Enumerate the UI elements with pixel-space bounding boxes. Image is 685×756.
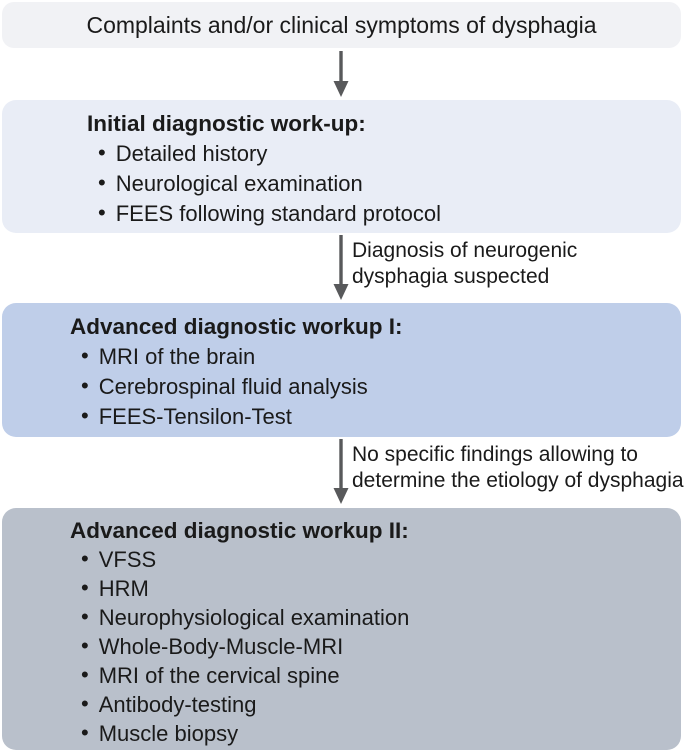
list-item: [81, 545, 665, 574]
node-advanced1-title: Advanced diagnostic workup I:: [70, 314, 403, 339]
list-item: [98, 139, 665, 169]
node-advanced-workup-2: [2, 508, 681, 750]
arrow-label-line: Diagnosis of neurogenic: [352, 239, 578, 262]
node-initial-workup: [2, 100, 681, 233]
list-item-label: Antibody-testing: [98, 692, 257, 717]
list-item-label: MRI of the cervical spine: [98, 663, 340, 688]
bullet-icon: •: [81, 403, 89, 428]
list-item: [98, 199, 665, 229]
node-complaints-label: Complaints and/or clinical symptoms of dysphagia: [86, 11, 597, 38]
arrow-label-line: No specific findings allowing to: [352, 443, 638, 466]
bullet-icon: •: [81, 604, 89, 629]
node-initial-title: Initial diagnostic work-up:: [87, 111, 366, 136]
list-item: [81, 690, 665, 719]
list-item-label: Whole-Body-Muscle-MRI: [98, 634, 344, 659]
list-item-label: FEES following standard protocol: [115, 201, 441, 226]
list-item-label: Neurological examination: [115, 171, 363, 196]
arrow-label-line: determine the etiology of dysphagia: [352, 469, 684, 492]
bullet-icon: •: [81, 575, 89, 600]
list-item: [81, 661, 665, 690]
advanced2-item-list: [70, 545, 665, 748]
arrow-label-neurogenic-suspected: [352, 238, 577, 290]
list-item-label: Muscle biopsy: [98, 721, 239, 746]
down-arrow-icon: [331, 235, 351, 300]
list-item-label: Neurophysiological examination: [98, 605, 410, 630]
list-item: [81, 372, 665, 402]
node-advanced-workup-1: [2, 303, 681, 437]
list-item-label: Detailed history: [115, 141, 268, 166]
bullet-icon: •: [81, 662, 89, 687]
list-item: [98, 169, 665, 199]
list-item: [81, 632, 665, 661]
bullet-icon: •: [98, 200, 106, 225]
node-complaints: [2, 2, 681, 48]
list-item: [81, 402, 665, 432]
arrow-label-no-specific-findings: [352, 442, 684, 494]
initial-item-list: [87, 139, 665, 229]
bullet-icon: •: [81, 546, 89, 571]
list-item: [81, 719, 665, 748]
bullet-icon: •: [98, 140, 106, 165]
list-item-label: Cerebrospinal fluid analysis: [98, 374, 368, 399]
bullet-icon: •: [81, 720, 89, 745]
list-item: [81, 603, 665, 632]
node-advanced2-title: Advanced diagnostic workup II:: [70, 518, 409, 543]
bullet-icon: •: [98, 170, 106, 195]
list-item-label: MRI of the brain: [98, 344, 256, 369]
down-arrow-icon: [331, 51, 351, 97]
list-item-label: VFSS: [98, 547, 157, 572]
arrow-label-line: dysphagia suspected: [352, 265, 550, 288]
list-item-label: HRM: [98, 576, 149, 601]
advanced1-item-list: [70, 342, 665, 432]
bullet-icon: •: [81, 343, 89, 368]
list-item: [81, 342, 665, 372]
bullet-icon: •: [81, 633, 89, 658]
down-arrow-icon: [331, 439, 351, 504]
list-item: [81, 574, 665, 603]
list-item-label: FEES-Tensilon-Test: [98, 404, 292, 429]
bullet-icon: •: [81, 691, 89, 716]
bullet-icon: •: [81, 373, 89, 398]
